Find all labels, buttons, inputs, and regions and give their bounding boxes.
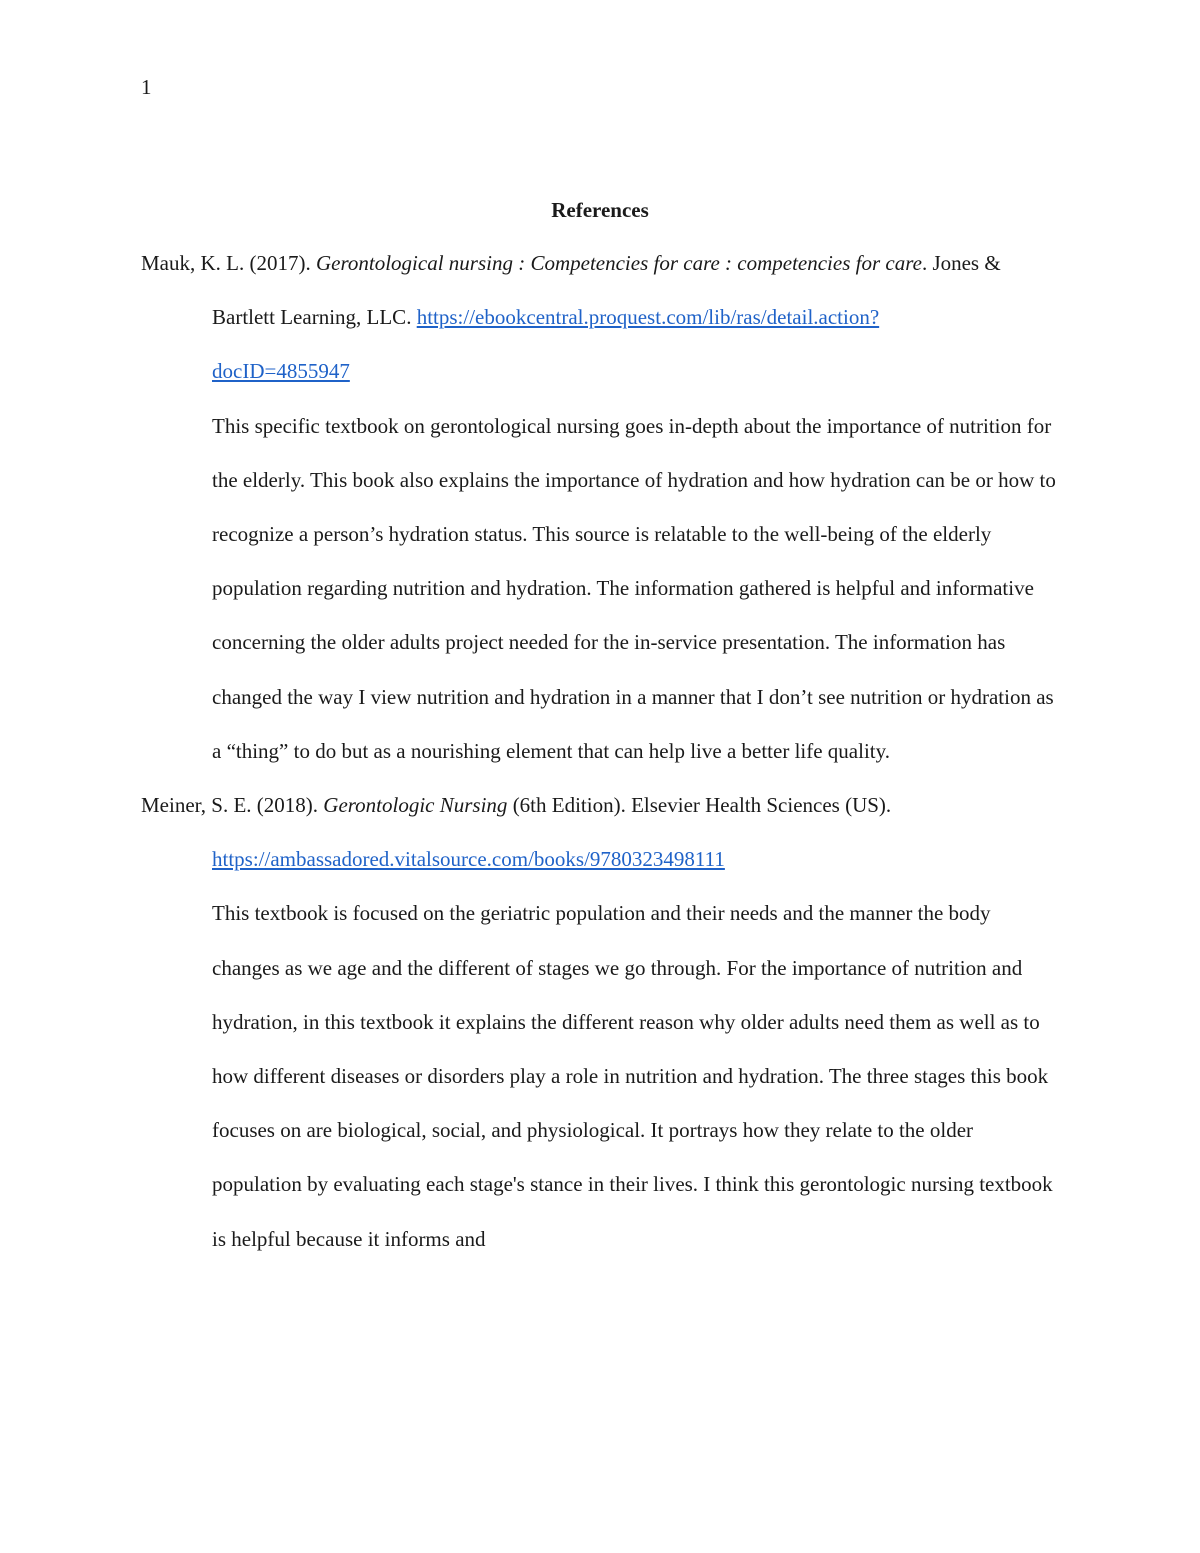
reference-title: Gerontological nursing : Competencies for care : competencies for care	[315, 251, 922, 275]
reference-entry-meiner	[141, 778, 1061, 886]
reference-publisher: (6th Edition). Elsevier Health Sciences (US).	[507, 793, 892, 818]
reference-list	[141, 236, 1061, 1266]
reference-annotation-mauk: This specific textbook on gerontological nursing goes in-depth about the importance of nutrition for the elderly. This book also explains the importance of hydration and how hydration can be or how to recognize a person’s hydration status. This source is relatable to the well-being of the elderly population regarding nutrition and hydration. The information gathered is helpful and informative concerning the older adults project needed for the in-service presentation. The information has changed the way I view nutrition and hydration in a manner that I don’t see nutrition or hydration as a “thing” to do but as a nourishing element that can help live a better life quality.	[212, 413, 1056, 763]
reference-authors-year: Mauk, K. L. (2017).	[141, 251, 316, 275]
reference-title: Gerontologic Nursing	[323, 793, 508, 818]
reference-link-text-line1: https://ebookcentral.proquest.com/lib/ras/detail.action?	[416, 305, 880, 330]
references-heading: References	[551, 198, 649, 222]
reference-link[interactable]: https://ambassadored.vitalsource.com/books/9780323498111	[212, 847, 725, 872]
reference-publisher: . Jones & Bartlett Learning, LLC.	[212, 251, 1001, 330]
reference-entry-mauk	[141, 236, 1061, 399]
reference-authors-year: Meiner, S. E. (2018).	[141, 793, 324, 818]
reference-link-text-line2: docID=4855947	[212, 359, 350, 384]
reference-annotation-meiner: This textbook is focused on the geriatric population and their needs and the manner the body changes as we age and the different of stages we go through. For the importance of nutrition and hydration, in this textbook it explains the different reason why older adults need them as well as to how different diseases or disorders play a role in nutrition and hydration. The three stages this book focuses on are biological, social, and physiological. It portrays how they relate to the older population by evaluating each stage's stance in their lives. I think this gerontologic nursing textbook is helpful because it informs and	[212, 901, 1053, 1251]
page-number: 1	[141, 75, 152, 99]
